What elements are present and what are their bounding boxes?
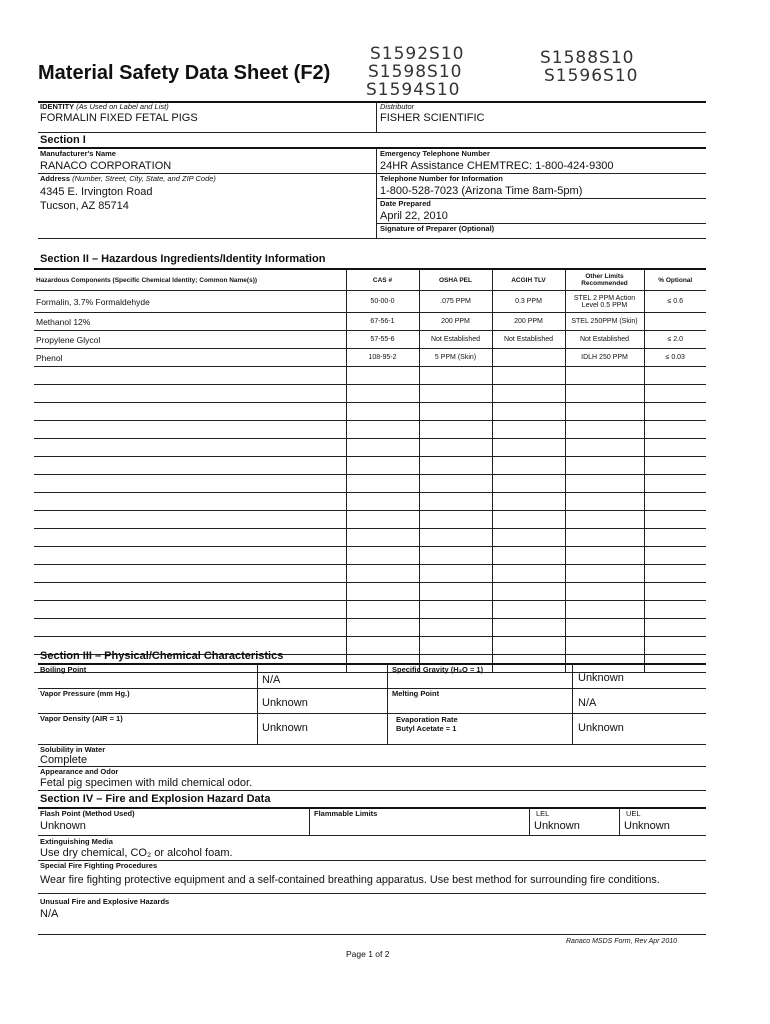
divider bbox=[529, 808, 530, 835]
divider bbox=[38, 713, 706, 714]
table-cell: Not Established bbox=[565, 331, 644, 349]
evaporation-value: Unknown bbox=[578, 722, 624, 734]
hazardous-ingredients-table bbox=[34, 270, 706, 673]
form-revision: Ranaco MSDS Form, Rev Apr 2010 bbox=[566, 938, 678, 945]
unusual-hazards-label: Unusual Fire and Explosive Hazards bbox=[40, 897, 170, 906]
uel-value: Unknown bbox=[624, 820, 670, 832]
table-header-row bbox=[34, 270, 706, 291]
table-row-empty bbox=[34, 529, 706, 547]
divider bbox=[38, 238, 706, 239]
solubility-value: Complete bbox=[40, 754, 88, 766]
table-row-empty bbox=[34, 439, 706, 457]
section-1-title: Section I bbox=[40, 134, 86, 146]
column-header: Hazardous Components (Specific Chemical Identity; Common Name(s)) bbox=[34, 270, 346, 291]
column-header: CAS # bbox=[346, 270, 419, 291]
table-row bbox=[34, 349, 706, 367]
lel-label: LEL bbox=[536, 809, 550, 818]
table-cell: 108-95-2 bbox=[346, 349, 419, 367]
table-cell: IDLH 250 PPM bbox=[565, 349, 644, 367]
divider bbox=[387, 664, 388, 744]
identity-value: FORMALIN FIXED FETAL PIGS bbox=[40, 112, 198, 124]
divider bbox=[38, 688, 706, 689]
table-cell: 200 PPM bbox=[419, 313, 492, 331]
table-cell: STEL 2 PPM Action Level 0.5 PPM bbox=[565, 291, 644, 313]
handwritten-number: S1598S10 bbox=[368, 62, 463, 82]
handwritten-number: S1592S10 bbox=[370, 44, 465, 64]
signature-label: Signature of Preparer (Optional) bbox=[380, 224, 495, 233]
distributor-value: FISHER SCIENTIFIC bbox=[380, 112, 485, 124]
special-procedures-value: Wear fire fighting protective equipment and a self-contained breathing apparatus. Use best method for surrounding fire conditions. bbox=[40, 874, 660, 886]
table-row-empty bbox=[34, 565, 706, 583]
table-row-empty bbox=[34, 421, 706, 439]
section-4-title: Section IV – Fire and Explosion Hazard Data bbox=[40, 793, 271, 805]
table-cell: Formalin, 3.7% Formaldehyde bbox=[34, 291, 346, 313]
page-title: Material Safety Data Sheet (F2) bbox=[38, 62, 331, 84]
page-number: Page 1 of 2 bbox=[346, 949, 390, 959]
divider bbox=[572, 664, 573, 744]
table-cell: 200 PPM bbox=[492, 313, 565, 331]
table-cell: 5 PPM (Skin) bbox=[419, 349, 492, 367]
date-prepared: April 22, 2010 bbox=[380, 210, 448, 222]
emergency-label: Emergency Telephone Number bbox=[380, 149, 490, 158]
table-row-empty bbox=[34, 403, 706, 421]
table-cell: ≤ 2.0 bbox=[644, 331, 706, 349]
appearance-value: Fetal pig specimen with mild chemical odor. bbox=[40, 777, 253, 789]
divider bbox=[38, 663, 706, 665]
table-cell: .075 PPM bbox=[419, 291, 492, 313]
manufacturer-label: Manufacturer's Name bbox=[40, 149, 116, 158]
column-header: OSHA PEL bbox=[419, 270, 492, 291]
divider bbox=[38, 132, 706, 133]
table-cell: 0.3 PPM bbox=[492, 291, 565, 313]
column-header: % Optional bbox=[644, 270, 706, 291]
table-cell: ≤ 0.03 bbox=[644, 349, 706, 367]
table-cell: 57-55-6 bbox=[346, 331, 419, 349]
table-row-empty bbox=[34, 511, 706, 529]
divider bbox=[38, 744, 706, 745]
table-row bbox=[34, 313, 706, 331]
divider bbox=[38, 790, 706, 791]
evaporation-label: Evaporation Rate bbox=[396, 715, 458, 724]
table-cell: 50-00-0 bbox=[346, 291, 419, 313]
table-row-empty bbox=[34, 385, 706, 403]
divider bbox=[309, 808, 310, 835]
extinguishing-label: Extinguishing Media bbox=[40, 837, 113, 846]
info-phone-label: Telephone Number for Information bbox=[380, 174, 503, 183]
vapor-density-label: Vapor Density (AIR = 1) bbox=[40, 714, 123, 723]
table-row bbox=[34, 331, 706, 349]
table-row bbox=[34, 291, 706, 313]
date-label: Date Prepared bbox=[380, 199, 431, 208]
table-cell: STEL 250PPM (Skin) bbox=[565, 313, 644, 331]
emergency-phone: 24HR Assistance CHEMTREC: 1-800-424-9300 bbox=[380, 160, 614, 172]
column-header: Other Limits Recommended bbox=[565, 270, 644, 291]
divider bbox=[38, 934, 706, 935]
unusual-hazards-value: N/A bbox=[40, 908, 59, 920]
distributor-label: Distributor bbox=[380, 102, 415, 111]
handwritten-number: S1588S10 bbox=[540, 48, 635, 68]
divider bbox=[38, 893, 706, 894]
appearance-label: Appearance and Odor bbox=[40, 767, 119, 776]
special-procedures-label: Special Fire Fighting Procedures bbox=[40, 861, 158, 870]
table-cell: 67-56-1 bbox=[346, 313, 419, 331]
evaporation-label: Butyl Acetate = 1 bbox=[396, 724, 457, 733]
identity-label: IDENTITY (As Used on Label and List) bbox=[40, 102, 169, 111]
table-cell: Not Established bbox=[419, 331, 492, 349]
extinguishing-value: Use dry chemical, CO₂ or alcohol foam. bbox=[40, 847, 233, 859]
table-cell bbox=[644, 313, 706, 331]
flash-value: Unknown bbox=[40, 820, 86, 832]
table-row-empty bbox=[34, 367, 706, 385]
table-row-empty bbox=[34, 619, 706, 637]
section-2-title: Section II – Hazardous Ingredients/Identity Information bbox=[40, 253, 326, 265]
table-row-empty bbox=[34, 475, 706, 493]
table-cell: Propylene Glycol bbox=[34, 331, 346, 349]
table-cell: Methanol 12% bbox=[34, 313, 346, 331]
handwritten-number: S1594S10 bbox=[366, 80, 461, 100]
table-row-empty bbox=[34, 493, 706, 511]
flash-label: Flash Point (Method Used) bbox=[40, 809, 135, 818]
lel-value: Unknown bbox=[534, 820, 580, 832]
manufacturer-value: RANACO CORPORATION bbox=[40, 160, 172, 172]
table-row-empty bbox=[34, 583, 706, 601]
section-3-title: Section III – Physical/Chemical Characteristics bbox=[40, 650, 284, 662]
handwritten-number: S1596S10 bbox=[544, 66, 639, 86]
address-label: Address (Number, Street, City, State, and ZIP Code) bbox=[40, 174, 216, 183]
address-line-2: Tucson, AZ 85714 bbox=[40, 200, 129, 212]
gravity-value: Unknown bbox=[578, 672, 624, 684]
divider bbox=[38, 147, 706, 149]
table-cell: Not Established bbox=[492, 331, 565, 349]
divider bbox=[376, 148, 377, 238]
address-line-1: 4345 E. Irvington Road bbox=[40, 186, 153, 198]
flammable-label: Flammable Limits bbox=[314, 809, 378, 818]
solubility-label: Solubility in Water bbox=[40, 745, 106, 754]
divider bbox=[619, 808, 620, 835]
table-cell: ≤ 0.6 bbox=[644, 291, 706, 313]
vapor-density-value: Unknown bbox=[262, 722, 308, 734]
gravity-label: Specific Gravity (H₂O = 1) bbox=[392, 665, 484, 674]
table-cell: Phenol bbox=[34, 349, 346, 367]
divider bbox=[376, 102, 377, 132]
table-row-empty bbox=[34, 601, 706, 619]
column-header: ACGIH TLV bbox=[492, 270, 565, 291]
divider bbox=[257, 664, 258, 744]
table-row-empty bbox=[34, 547, 706, 565]
info-phone: 1-800-528-7023 (Arizona Time 8am-5pm) bbox=[380, 185, 583, 197]
table-row-empty bbox=[34, 457, 706, 475]
boiling-label: Boiling Point bbox=[40, 665, 87, 674]
vapor-pressure-value: Unknown bbox=[262, 697, 308, 709]
melting-label: Melting Point bbox=[392, 689, 440, 698]
uel-label: UEL bbox=[626, 809, 641, 818]
melting-value: N/A bbox=[578, 697, 597, 709]
boiling-value: N/A bbox=[262, 674, 281, 686]
table-cell bbox=[492, 349, 565, 367]
divider bbox=[38, 835, 706, 836]
divider bbox=[38, 766, 706, 767]
vapor-pressure-label: Vapor Pressure (mm Hg.) bbox=[40, 689, 130, 698]
